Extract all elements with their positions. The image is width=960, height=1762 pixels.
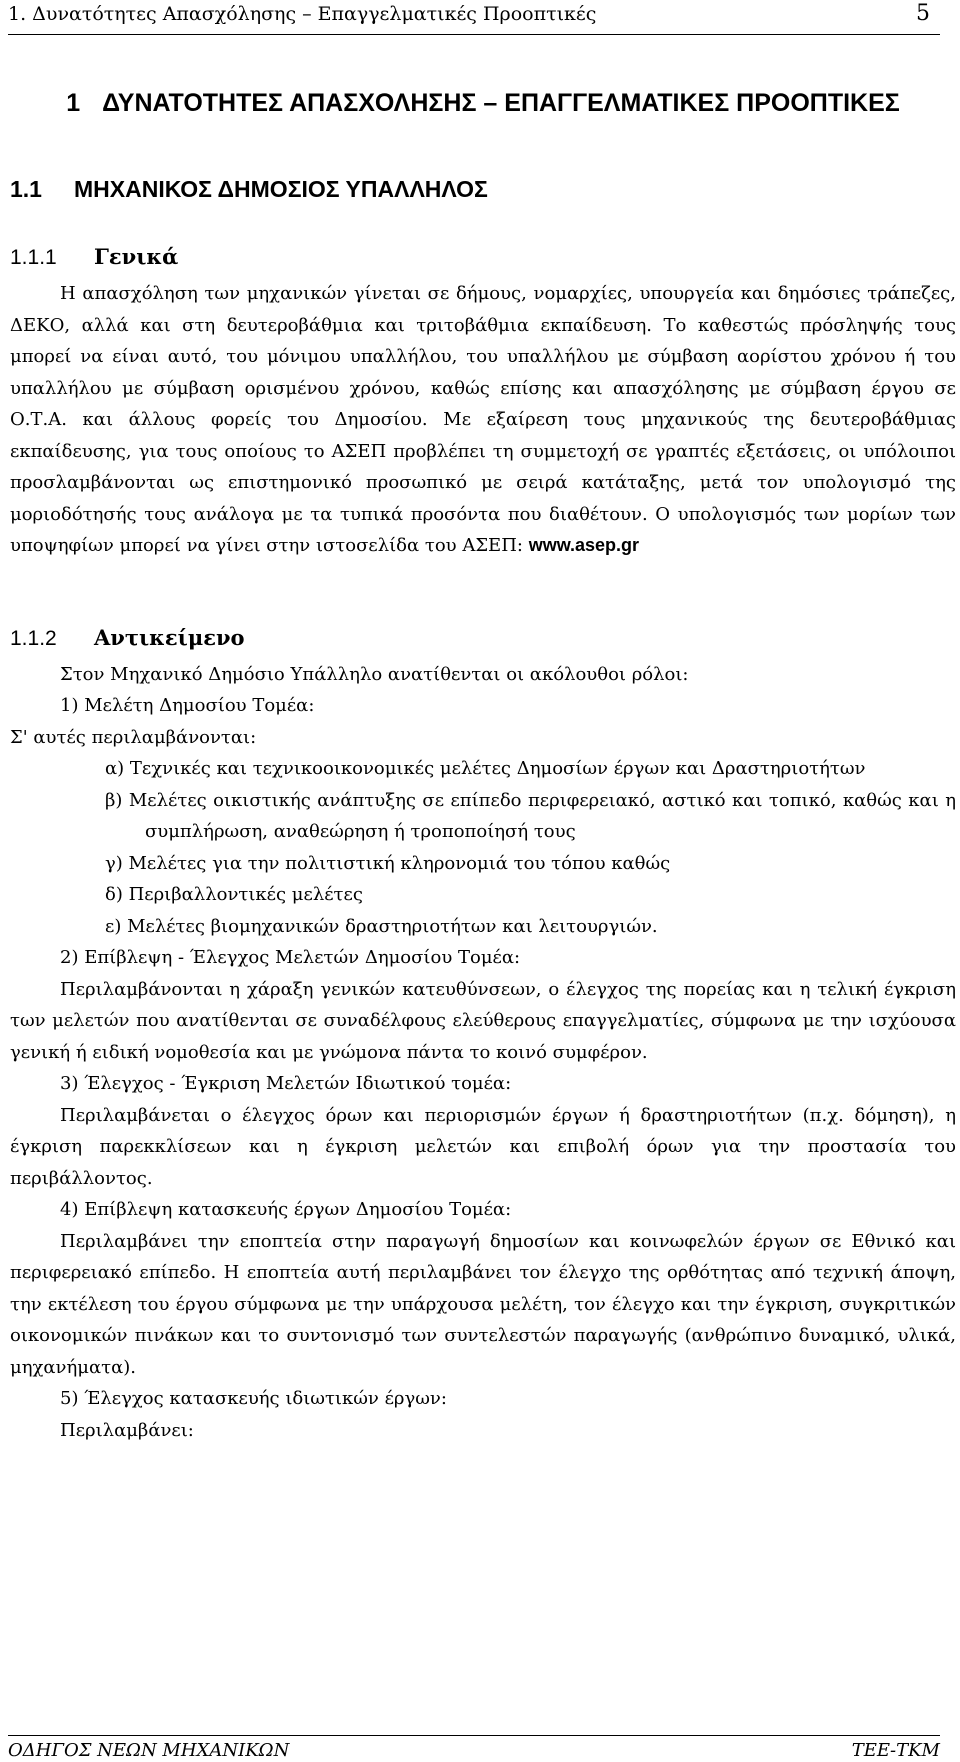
section-heading (10, 171, 956, 207)
list-item: δ) Περιβαλλοντικές μελέτες (105, 884, 363, 905)
subsection-title: Γενικά (94, 244, 179, 269)
chapter-title-text: ΔΥΝΑΤΟΤΗΤΕΣ ΑΠΑΣΧΟΛΗΣΗΣ – ΕΠΑΓΓΕΛΜΑΤΙΚΕΣ ΠΡΟΟΠΤΙΚΕΣ (102, 89, 900, 117)
role-4-heading: 4) Επίβλεψη κατασκευής έργων Δημοσίου Τομέα: (60, 1199, 512, 1220)
role-4-text: Περιλαμβάνει την εποπτεία στην παραγωγή δημοσίων και κοινωφελών έργων σε Εθνικό και περιφερειακό επίπεδο. Η εποπτεία αυτή περιλαμβάνει τον έλεγχο της ορθότητας από τεχνική άποψη, την εκτέλεση του έργου σύμφωνα με την υπάρχουσα μελέτη, τον έλεγχο και την έγκριση, συγκριτικών οικονομικών πινάκων και το συντονισμό των συντελεστών παραγωγής (ανθρώπινο δυναμικό, υλικά, μηχανήματα). (10, 1230, 956, 1378)
section-number: 1.1 (10, 176, 42, 202)
list-item: β) Μελέτες οικιστικής ανάπτυξης σε επίπεδο περιφερειακό, αστικό και τοπικό, καθώς και η συμπλήρωση, αναθεώρηση ή τροποποίησή τους (105, 789, 956, 842)
role-5-heading: 5) Έλεγχος κατασκευής ιδιωτικών έργων: (60, 1388, 447, 1409)
chapter-number: 1 (66, 89, 81, 117)
general-paragraph-text: Η απασχόληση των μηχανικών γίνεται σε δήμους, νομαρχίες, υπουργεία και δημόσιες τράπεζες, ΔΕΚΟ, αλλά και στη δευτεροβάθμια και τριτοβάθμια εκπαίδευση. Το καθεστώς πρόσληψής τους μπορεί να είναι αυτό, του μόνιμου υπαλλήλου, του υπαλλήλου με σύμβαση αορίστου χρόνου ή του υπαλλήλου με σύμβαση ορισμένου χρόνου, καθώς επίσης και απασχόλησης με σύμβαση έργου σε Ο.Τ.Α. και άλλους φορείς του Δημοσίου. Με εξαίρεση τους μηχανικούς της δευτεροβάθμιας εκπαίδευσης, για τους οποίους το ΑΣΕΠ προβλέπει τη συμμετοχή σε γραπτές εξετάσεις, οι υπόλοιποι προσλαμβάνονται ως επιστημονικό προσωπικό με σειρά κατάταξης, μετά τον υπολογισμό της μοριοδότησής τους ανάλογα με τα τυπικά προσόντα που διαθέτουν. Ο υπολογισμός των μορίων των υποψηφίων μπορεί να γίνει στην ιστοσελίδα του ΑΣΕΠ: (10, 283, 956, 556)
role-3-heading: 3) Έλεγχος - Έγκριση Μελετών Ιδιωτικού τομέα: (60, 1073, 512, 1094)
document-body (10, 84, 956, 1446)
subsection-heading-general (10, 239, 956, 276)
footer-left-text: ΟΔΗΓΟΣ ΝΕΩΝ ΜΗΧΑΝΙΚΩΝ (8, 1740, 290, 1761)
page-header (8, 0, 940, 35)
role-1-subheading: Σ' αυτές περιλαμβάνονται: (10, 726, 257, 748)
role-5-text: Περιλαμβάνει: (60, 1419, 194, 1441)
role-1-heading: 1) Μελέτη Δημοσίου Τομέα: (60, 695, 315, 716)
list-item: ε) Μελέτες βιομηχανικών δραστηριοτήτων και λειτουργιών. (105, 915, 658, 937)
subsection-title: Αντικείμενο (94, 624, 245, 650)
role-2-heading: 2) Επίβλεψη - Έλεγχος Μελετών Δημοσίου Τομέα: (60, 947, 521, 968)
chapter-title (10, 84, 956, 122)
subsection-number: 1.1.2 (10, 626, 57, 650)
subsection-heading-object (10, 620, 956, 657)
page-footer (8, 1735, 940, 1762)
list-item: γ) Μελέτες για την πολιτιστική κληρονομιά του τόπου καθώς (105, 852, 671, 874)
role-2-text: Περιλαμβάνονται η χάραξη γενικών κατευθύνσεων, ο έλεγχος της πορείας και η τελική έγκριση των μελετών που ανατίθενται σε συναδέλφους ελεύθερους επαγγελματίες, σύμφωνα με την ισχύουσα γενική ή ειδική νομοθεσία και με γνώμονα πάντα το κοινό συμφέρον. (10, 978, 956, 1063)
page-number: 5 (916, 1, 930, 26)
running-header-title: 1. Δυνατότητες Απασχόλησης – Επαγγελματικές Προοπτικές (8, 3, 597, 25)
object-intro: Στον Μηχανικό Δημόσιο Υπάλληλο ανατίθενται οι ακόλουθοι ρόλοι: (60, 663, 689, 685)
section-title: ΜΗΧΑΝΙΚΟΣ ΔΗΜΟΣΙΟΣ ΥΠΑΛΛΗΛΟΣ (74, 176, 488, 202)
general-paragraph (10, 278, 956, 562)
footer-right-text: ΤΕΕ-ΤΚΜ (851, 1740, 940, 1761)
role-3-text: Περιλαμβάνεται ο έλεγχος όρων και περιορισμών έργων ή δραστηριοτήτων (π.χ. δόμηση), η έγκριση παρεκκλίσεων και η έγκριση μελετών και επιβολή όρων για την προστασία του περιβάλλοντος. (10, 1104, 956, 1189)
list-item: α) Τεχνικές και τεχνικοοικονομικές μελέτες Δημοσίων έργων και Δραστηριοτήτων (105, 758, 866, 779)
asep-link[interactable]: www.asep.gr (528, 535, 640, 555)
subsection-number: 1.1.1 (10, 246, 57, 269)
